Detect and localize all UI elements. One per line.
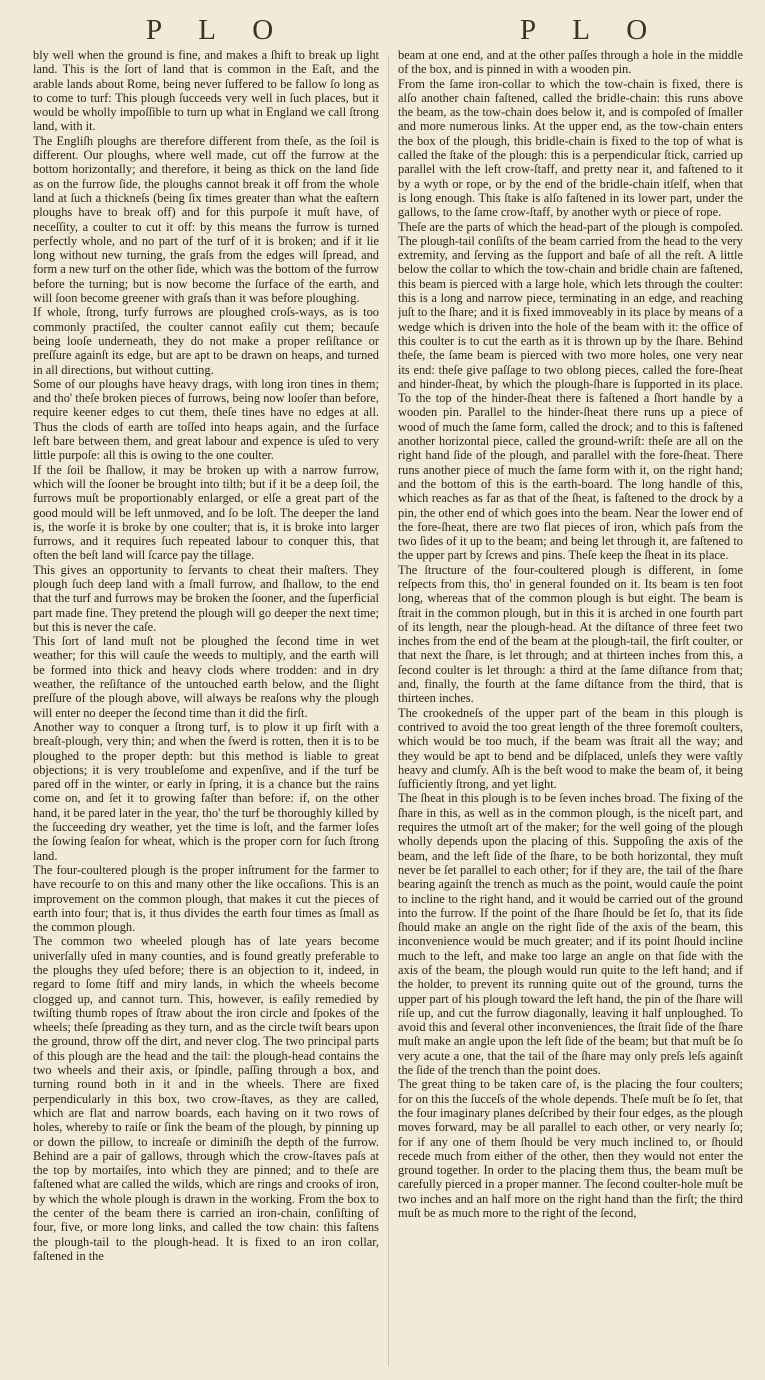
- right-column: [398, 48, 743, 1376]
- paragraph: The crookedneſs of the upper part of the beam in this plough is contrived to avoid the too great length of the three foremoſt coulters, which would be too much, if the beam was ſtrait all the way; and they would be apt to bend and be diſplaced, unleſs they were vaſtly heavy and clumſy. Aſh is the beſt wood to make the beam of, it being ſufficiently ſtrong, and yet light.: [398, 705, 743, 792]
- paragraph: The four-coultered plough is the proper inſtrument for the farmer to have recourſe to on this and many other the like occaſions. This is an improvement on the common plough, that makes it cut the pieces of earth into four; that is, it thus divides the earth four times as ſmall as the common plough.: [33, 862, 379, 935]
- paragraph: bly well when the ground is fine, and makes a ſhift to break up light land. This is the ſort of land that is common in the Eaſt, and the arable lands about Rome, being never ſuffered to be fallow ſo long as to come to turf: This plough ſucceeds very well in ſuch places, but it would be wholly impoſſible to turn up what in England we call ſtrong land, with it.: [33, 48, 379, 134]
- paragraph: Another way to conquer a ſtrong turf, is to plow it up firſt with a breaſt-plough, very thin; and when the ſwerd is rotten, then it is to be ploughed to the proper depth: but this method is liable to great objections; it is very troubleſome and expenſive, and if the turf be pared off in the winter, or early in ſpring, it is a chance but the rains come on, and ſet it to growing faſter than before: if, on the other hand, it be pared later in the year, tho' the turf be thoroughly killed by the ſucceeding dry weather, yet the time is loſt, and the farmer loſes the ſowing ſeaſon for wheat, which is the proper corn for ſuch ſtrong land.: [33, 719, 379, 863]
- running-head-left: P L O: [146, 14, 289, 46]
- paragraph: This gives an opportunity to ſervants to cheat their maſters. They plough ſuch deep land with a ſmall furrow, and ſhallow, to the end that the turf and furrows may be broken the ſooner, and the ſuperficial part made fine. They pretend the plough will go deeper the next time; but this is never the caſe.: [33, 562, 379, 634]
- paragraph: beam at one end, and at the other paſſes through a hole in the middle of the box, and is pinned in with a wooden pin.: [398, 48, 743, 77]
- paragraph: If the ſoil be ſhallow, it may be broken up with a narrow furrow, which will the ſooner be brought into tilth; but if it be a deep ſoil, the furrows muſt be proportionably enlarged, or elſe a great part of the good mould will be left unmoved, and ſo be loſt. The deeper the land is, the worſe it is broke by one coulter; that is, it is broke into larger furrows, and it requires ſuch repeated labour to conquer this, that often the beſt land will ſcarce pay the tillage.: [33, 462, 379, 563]
- paragraph: The ſtructure of the four-coultered plough is different, in ſome reſpects from this, tho' in general founded on it. Its beam is ten foot long, whereas that of the common plough is but eight. The beam is ſtrait in the common plough, but in this it is arched in one fourth part of its length, near the plough-head. At the diſtance of three feet two inches from the end of the beam at the plough-tail, the firſt coulter, or that next the ſhare, is let through; and at thirteen inches from this, a ſecond coulter is let through: a third at the ſame diſtance from that; and, finally, the fourth at the ſame diſtance from the third, that is thirteen inches.: [398, 562, 743, 706]
- running-head-right: P L O: [520, 14, 663, 46]
- paragraph: The ſheat in this plough is to be ſeven inches broad. The fixing of the ſhare in this, as well as in the common plough, is the niceſt part, and requires the utmoſt art of the maker; for the well going of the plough wholly depends upon the placing of this. Suppoſing the axis of the beam, and the left ſide of the ſhare, to be both horizontal, they muſt never be ſet parallel to each other; for if they are, the tail of the ſhare bearing againſt the trench as much as the point, would cauſe the point to incline to the right hand, and it would be carried out of the ground into the furrow. If the point of the ſhare ſhould be ſet ſo, that its ſide ſhould make an angle on the right ſide of the axis of the beam, this inconvenience would be much greater; and if its point ſhould incline much to the left, and make too large an angle on that ſide with the axis of the beam, the plough would run quite to the left hand; and if the holder, to prevent its running quite out of the ground, turns the upper part of his plough toward the left hand, the pin of the ſhare will riſe up, and cut the furrow diagonally, leaving it half unploughed. To avoid this and ſeveral other inconveniences, the ſtrait ſide of the ſhare muſt make an angle upon the left ſide of the beam; but that muſt be ſo very acute a one, that the tail of the ſhare may only preſs leſs againſt the ſide of the trench than the point does.: [398, 791, 743, 1078]
- column-divider: [388, 56, 389, 1366]
- paragraph: If whole, ſtrong, turfy furrows are ploughed croſs-ways, as is too commonly practiſed, the coulter cannot eaſily cut them; becauſe being looſe underneath, they do not make a proper reſiſtance or preſſure againſt its edge, but are apt to be drawn on heaps, and turned in all directions, but without cutting.: [33, 305, 379, 377]
- paragraph: This ſort of land muſt not be ploughed the ſecond time in wet weather; for this will cauſe the weeds to multiply, and the earth will be formed into thick and heavy clods where trodden: and in dry weather, the reſiſtance of the untouched earth below, and the ſlight preſſure of the plough above, will always be reaſons why the plough will enter no deeper the ſecond time than it did the firſt.: [33, 634, 379, 720]
- paragraph: The great thing to be taken care of, is the placing the four coulters; for on this the ſucceſs of the whole depends. Theſe muſt be ſo ſet, that the four imaginary planes deſcribed by their four edges, as the plough moves forward, may be all parallel to each other, or very nearly ſo; for if any one of them ſhould be very much inclined to, or ſhould recede much from either of the other, then they would not enter the ground together. In order to the placing them thus, the beam muſt be carefully pierced in a proper manner. The ſecond coulter-hole muſt be two inches and an half more on the right hand than the firſt; the third muſt be as much more to the right of the ſecond,: [398, 1077, 743, 1221]
- paragraph: Theſe are the parts of which the head-part of the plough is compoſed. The plough-tail conſiſts of the beam carried from the head to the very extremity, and ſerving as the ſupport and baſe of all the reſt. A little below the collar to which the tow-chain and bridle chain are faſtened, this beam is pierced with a large hole, which lets through the coulter: this is a long and narrow piece, terminating in an edge, and reaching juſt to the ſhare; and it is fixed immoveably in its place by means of a wedge which is driven into the hole of the beam with it: the office of this coulter is to cut the earth as it is thrown up by the ſhare. Behind theſe, the ſame beam is pierced with two more holes, one very near its end: theſe give paſſage to two oblong pieces, called the fore-ſheat and hinder-ſheat, by which the plough-ſhare is ſupported in its place. To the top of the hinder-ſheat there is faſtened a ſhort handle by a wooden pin. Parallel to the hinder-ſheat there runs up a piece of wood of much the ſame form, called the drock; and to this is faſtened another horizontal piece, called the ground-wriſt: theſe are all on the right hand ſide of the plough, and parallel with the fore-ſheat. There runs another piece of much the ſame form with it, on the right hand; and the bottom of this is the earth-board. The long handle of this, which reaches as far as that of the ſheat, is faſtened to the drock by a pin, the other end of which goes into the beam. Near the lower end of the fore-ſheat, there are two flat pieces of iron, which paſs from the two ſides of it up to the beam; and being let through it, are faſtened to the upper part by ſcrews and pins. Theſe keep the ſheat in its place.: [398, 219, 743, 563]
- left-column: [33, 48, 379, 1376]
- paragraph: From the ſame iron-collar to which the tow-chain is fixed, there is alſo another chain faſtened, called the bridle-chain: this runs above the beam, as the tow-chain does below it, and is compoſed of ſmaller and more numerous links. At the upper end, as the tow-chain enters the box of the plough, this bridle-chain is fixed to the top of what is called the ſtake of the plough: this is a perpendicular ſtick, carried up parallel with the left crow-ſtaff, and pretty near it, and faſtened to it by a wyth or rope, or by the end of the bridle-chain itſelf, when that is long enough. This ſtake is alſo faſtened in its lower part, under the gallows, to the ſame crow-ſtaff, by another wyth or piece of rope.: [398, 76, 743, 220]
- paragraph: Some of our ploughs have heavy drags, with long iron tines in them; and tho' theſe broken pieces of furrows, being now looſer than before, require keener edges to cut them, theſe tines have no edges at all. Thus the clods of earth are toſſed into heaps again, and the ſurface left bare between them, and great labour and expence is uſed to very little purpoſe: all this is owing to the one coulter.: [33, 376, 379, 463]
- paragraph: The common two wheeled plough has of late years become univerſally uſed in many counties, and is found greatly preferable to the ploughs they uſed before; there is an objection to it, indeed, in regard to ſome ſtiff and miry lands, in which the wheels become clogged up, and cannot turn. This, however, is eaſily remedied by twiſting thumb ropes of ſtraw about the iron circle and ſpokes of the wheels; theſe ſpreading as they turn, and as the circle twiſt bears upon the ground, throw off the dirt, and never clog. The two principal parts of this plough are the head and the tail: the plough-head contains the two wheels and their axis, or ſpindle, paſſing through a box, and turning round both in it and in the wheels. There are fixed perpendicularly in this box, two crow-ſtaves, as they are called, which are flat and narrow boards, each having on it two rows of holes, whereby to raiſe or ſink the beam of the plough, by pinning up or down the pillow, to increaſe or diminiſh the depth of the furrow. Behind are a pair of gallows, through which the crow-ſtaves paſs at the top by mortaiſes, into which they are pinned; and to theſe are faſtened what are called the wilds, which are rings and crooks of iron, by which the whole plough is drawn in the working. From the box to the center of the beam there is carried an iron-chain, conſiſting of four, five, or more long links, and called the tow chain: this faſtens the plough-tail to the plough-head. It is fixed to an iron collar, faſtened in the: [33, 934, 379, 1263]
- paragraph: The Engliſh ploughs are therefore different from theſe, as the ſoil is different. Our ploughs, where well made, cut off the furrow at the bottom horizontally; and therefore, it being as thick on the land ſide as on the furrow ſide, the ploughs cannot break it off from the whole land at ſuch a thickneſs (being ſix times greater than what the eaſtern ploughs have to break off) and for this purpoſe it muſt have, of neceſſity, a coulter to cut it off: by this means the furrow is turned perfectly whole, and no part of the turf of it is broken; and if it lie long without new turning, the graſs from the edges will ſpread, and form a new turf on the other ſide, which was the bottom of the furrow before the turning; but is now become the ſurface of the earth, and will ſoon become greener with graſs than it was before ploughing.: [33, 133, 379, 306]
